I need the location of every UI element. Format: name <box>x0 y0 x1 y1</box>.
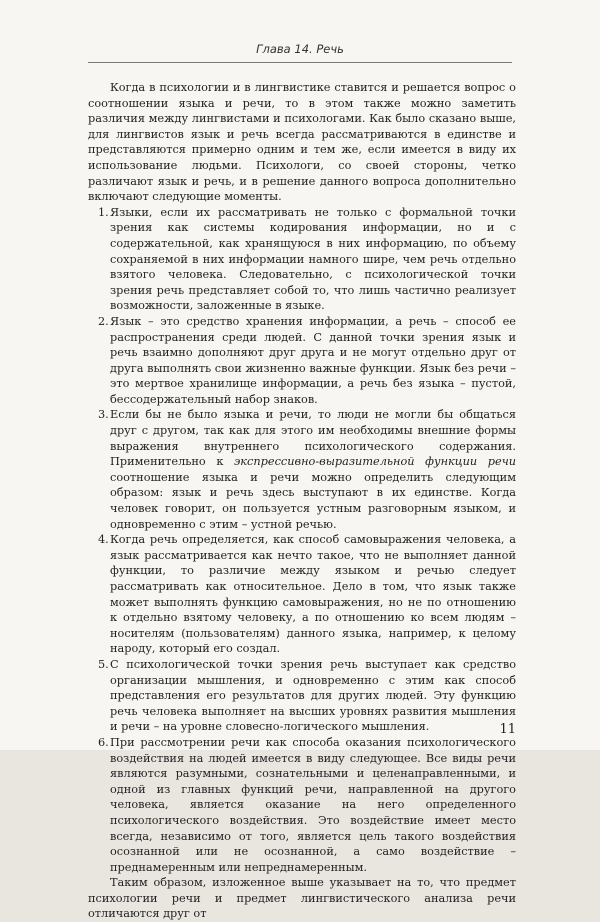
list-item <box>88 205 516 314</box>
list-item-number: 1. <box>98 205 109 219</box>
list-item <box>88 657 516 735</box>
list-item-number: 5. <box>98 657 109 671</box>
list-item-number: 2. <box>98 314 109 328</box>
closing-paragraph: Таким образом, изложенное выше указывает на то, что предмет психологии речи и предмет лингвистического анализа речи отличаются друг от <box>88 876 516 921</box>
list-item <box>88 314 516 408</box>
list-item <box>88 532 516 657</box>
numbered-list <box>88 205 516 876</box>
intro-paragraph: Когда в психологии и в лингвистике ставится и решается вопрос о соотношении языка и речи, то в этом также можно заметить различия между лингвистами и психологами. Как было сказано выше, для лингвистов язык и речь всегда рассматриваются в единстве и представляются примерно одним и тем же, если имеется в виду их использование людьми. Психологи, со своей стороны, четко различают язык и речь, и в решение данного вопроса дополнительно включают следующие моменты. <box>88 81 516 204</box>
list-item-text: Если бы не было языка и речи, то люди не могли бы общаться друг с другом, так как для этого им необходимы внешние формы выражения внутреннего психологического содержания. Применительно к <box>110 408 516 469</box>
running-header: Глава 14. Речь <box>256 42 344 56</box>
header-rule <box>88 62 512 63</box>
page-number: 11 <box>499 722 516 737</box>
list-item <box>88 735 516 875</box>
list-item-text: Язык – это средство хранения информации, а речь – способ ее распространения среди людей. С данной точки зрения язык и речь взаимно дополняют друг друга и не могут отдельно друг от друга выполнять свои жизненно важные функции. Язык без речи – это мертвое хранилище информации, а речь без языка – пустой, бессодержательный набор знаков. <box>110 314 516 406</box>
body-text <box>88 80 516 922</box>
emphasis-term: экспрессивно-выразительной функции речи <box>233 455 516 469</box>
list-item-number: 6. <box>98 735 109 749</box>
list-item-text: При рассмотрении речи как способа оказания психологического воздействия на людей имеется в виду следующее. Все виды речи являются разумными, сознательными и целенаправленными, и одной из главных функций речи, направленной на другого человека, является оказание на него определенного психологического воздействия. Это воздействие имеет место всегда, независимо от того, является цель такого воздействия осознанной или не осознанной, а само воздействие – преднамеренным или непреднамеренным. <box>110 735 516 874</box>
list-item-text: Языки, если их рассматривать не только с формальной точки зрения как системы кодирования информации, но и с содержательной, как хранящуюся в них информацию, по объему сохраняемой в них информации намного шире, чем речь отдельно взятого человека. Следовательно, с психологической точки зрения речь представляет собой то, что лишь частично реализует возможности, заложенные в языке. <box>110 205 516 313</box>
list-item-number: 4. <box>98 533 109 547</box>
list-item-text-continued: соотношение языка и речи можно определить следующим образом: язык и речь здесь выступают в их единстве. Когда человек говорит, он пользуется устным разговорным языком, и одновременно с этим – устной речью. <box>110 470 516 531</box>
list-item-text: С психологической точки зрения речь выступает как средство организации мышления, и одновременно с этим как способ представления его результатов для других людей. Эту функцию речь человека выполняет на высших уровнях развития мышления и речи – на уровне словесно-логического мышления. <box>110 657 516 734</box>
list-item-number: 3. <box>98 408 109 422</box>
list-item <box>88 407 516 532</box>
list-item-text: Когда речь определяется, как способ самовыражения человека, а язык рассматривается как нечто такое, что не выполняет данной функции, то различие между языком и речью следует рассматривать как относительное. Дело в том, что язык также может выполнять функцию самовыражения, но не по отношению к отдельно взятому человеку, а по отношению ко всем людям – носителям (пользователям) данного языка, например, к целому народу, который его создал. <box>110 533 516 656</box>
